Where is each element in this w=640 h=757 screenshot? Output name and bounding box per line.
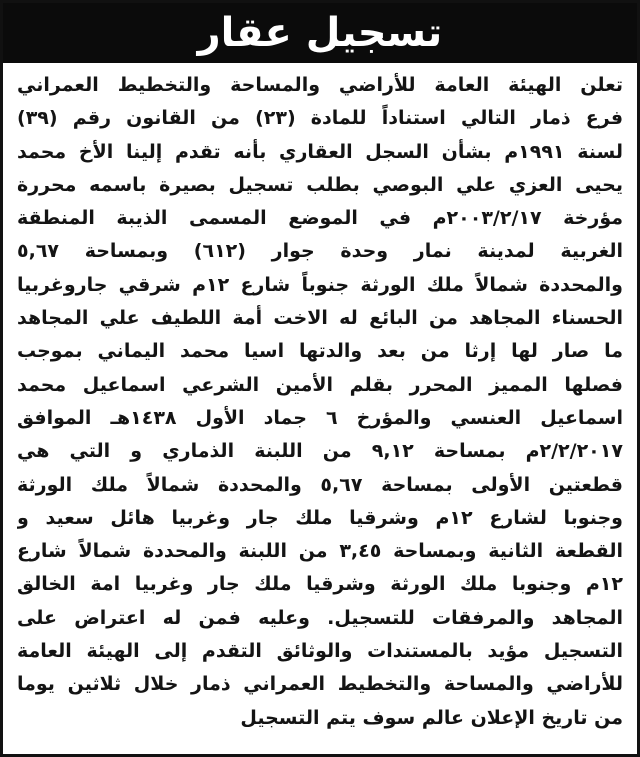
notice-line: والمحددة شمالاً ملك الورثة جنوباً شارع ١٢م شرقي جاروغربيا (17, 273, 623, 296)
notice-line: فرع ذمار التالي استناداً للمادة (٢٣) من القانون رقم (٣٩) (17, 107, 623, 130)
notice-line: تعلن الهيئة العامة للأراضي والمساحة والتخطيط العمراني (17, 74, 623, 96)
header-bar (3, 3, 637, 63)
notice-line: التسجيل مؤيد بالمستندات والوثائق التقدم إلى الهيئة العامة (17, 640, 623, 663)
notice-line: من تاريخ الإعلان عالم سوف يتم التسجيل (240, 706, 623, 729)
notice-line: ١٢م وجنوبا ملك الورثة وشرقيا ملك جار وغربيا امة الخالق (17, 573, 623, 596)
notice-line: فصلها المميز المحرر بقلم الأمين الشرعي اسماعيل محمد (17, 373, 623, 396)
notice-line: الحسناء المجاهد من البائع له الاخت أمة اللطيف علي المجاهد (17, 307, 623, 330)
notice-line: يحيى العزي علي البوصي بطلب تسجيل بصيرة باسمه محررة (17, 173, 623, 196)
notice-line: اسماعيل العنسي والمؤرخ ٦ جماد الأول ١٤٣٨هـ الموافق (17, 406, 623, 429)
notice-line: للأراضي والمساحة والتخطيط العمراني ذمار خلال ثلاثين يوما (17, 673, 623, 696)
notice-title: تسجيل عقار (197, 10, 443, 56)
notice-line: المجاهد والمرفقات للتسجيل. وعليه فمن له اعتراض على (17, 606, 623, 629)
notice-line: ٢/٢/٢٠١٧م بمساحة ٩,١٢ من اللبنة الذماري و التي هي (17, 440, 623, 463)
notice-line: القطعة الثانية وبمساحة ٣,٤٥ من اللبنة والمحددة شمالاً شارع (17, 540, 623, 563)
notice-line: مؤرخة ٢٠٠٣/٢/١٧م في الموضع المسمى الذيبة المنطقة (17, 207, 623, 230)
notice-line: قطعتين الأولى بمساحة ٥,٦٧ والمحددة شمالاً ملك الورثة (17, 473, 623, 496)
notice-line: ما صار لها إرثا من بعد والدتها اسيا محمد اليماني بموجب (17, 340, 623, 363)
notice-line: لسنة ١٩٩١م بشأن السجل العقاري بأنه تقدم إلينا الأخ محمد (17, 140, 623, 163)
notice-body (17, 69, 623, 735)
notice-line: الغربية لمدينة نمار وحدة جوار (٦١٢) وبمساحة ٥,٦٧ (17, 240, 623, 263)
notice-line: وجنوبا لشارع ١٢م وشرقيا ملك جار وغربيا هائل سعيد و (17, 506, 623, 529)
